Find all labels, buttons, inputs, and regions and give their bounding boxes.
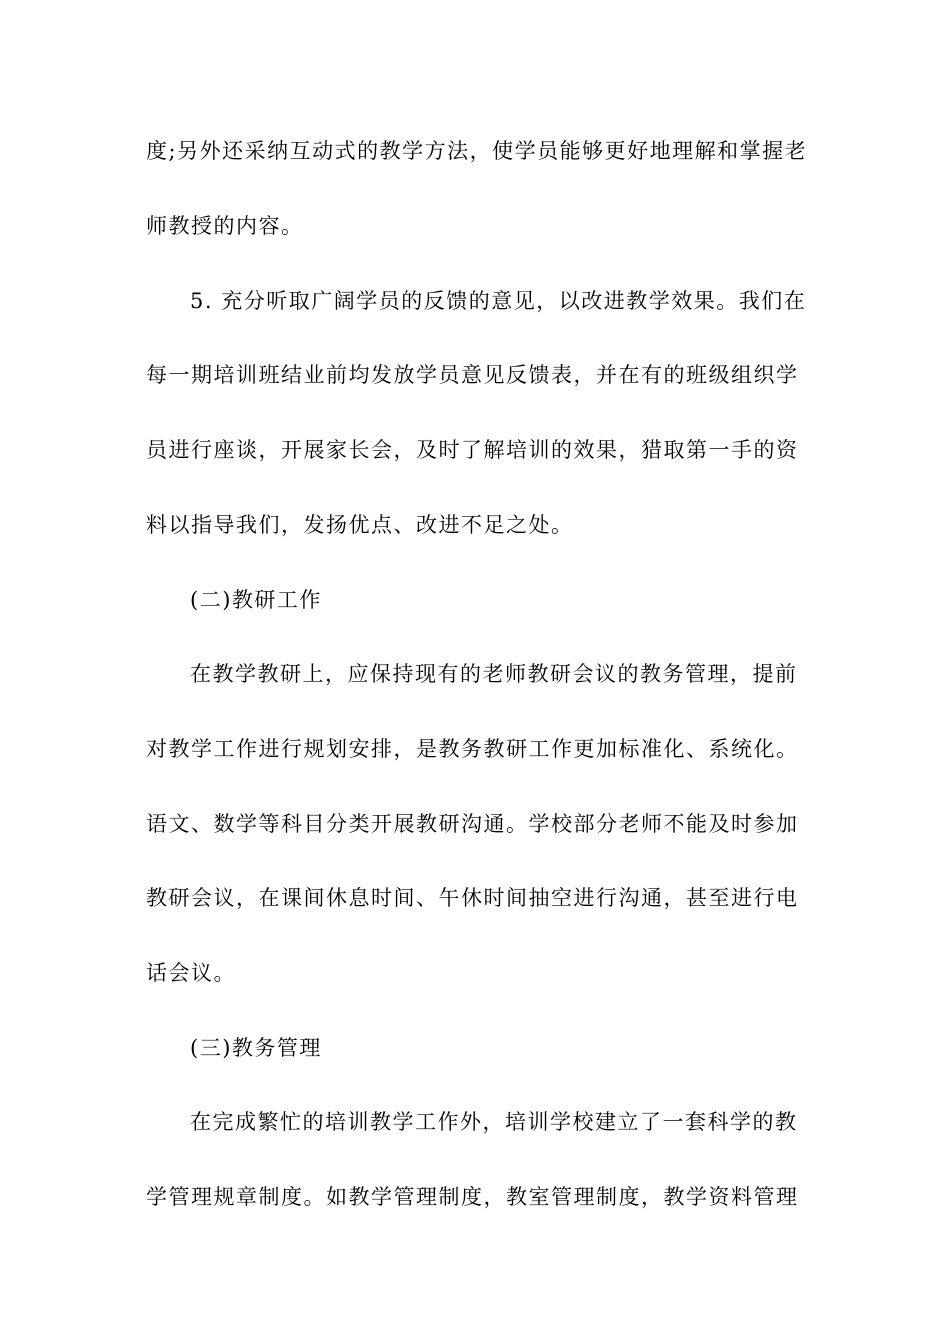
text-line: 度;另外还采纳互动式的教学方法，使学员能够更好地理解和掌握老 — [146, 139, 808, 163]
section-heading: (二)教研工作 — [190, 588, 322, 612]
text-line: 师教授的内容。 — [146, 214, 304, 238]
text-line: 语文、数学等科目分类开展教研沟通。学校部分老师不能及时参加 — [146, 812, 799, 836]
text-line: 对教学工作进行规划安排，是教务教研工作更加标准化、系统化。 — [146, 737, 799, 761]
text-line: 话会议。 — [146, 961, 236, 985]
text-line: 在完成繁忙的培训教学工作外，培训学校建立了一套科学的教 — [190, 1110, 798, 1134]
text-line: 在教学教研上，应保持现有的老师教研会议的教务管理，提前 — [190, 662, 798, 686]
text-line: 教研会议，在课间休息时间、午休时间抽空进行沟通，甚至进行电 — [146, 886, 799, 910]
text-line: 学管理规章制度。如教学管理制度，教室管理制度，教学资料管理 — [146, 1185, 799, 1209]
section-heading: (三)教务管理 — [190, 1036, 322, 1060]
text-line: 5. 充分听取广阔学员的反馈的意见，以改进教学效果。我们在 — [190, 289, 807, 313]
text-line: 员进行座谈，开展家长会，及时了解培训的效果，猎取第一手的资 — [146, 438, 799, 462]
text-line: 料以指导我们，发扬优点、改进不足之处。 — [146, 513, 574, 537]
text-line: 每一期培训班结业前均发放学员意见反馈表，并在有的班级组织学 — [146, 363, 799, 387]
